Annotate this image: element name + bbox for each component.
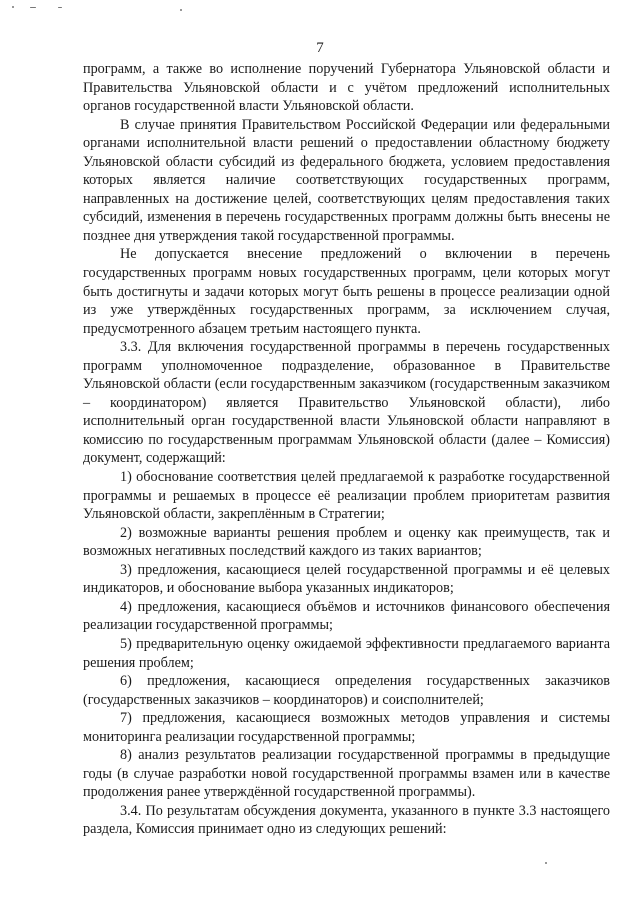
list-item-5: 5) предварительную оценку ожидаемой эффективности предлагаемого варианта решения проблем; — [83, 635, 610, 671]
page-number: 7 — [316, 40, 324, 56]
list-item-8: 8) анализ результатов реализации государственной программы в предыдущие годы (в случае разработки новой государственной программы взамен или в качестве продолжения ранее утверждённой государственной программы). — [83, 747, 610, 801]
paragraph-federal-subsidies: В случае принятия Правительством Российской Федерации или федеральными органами исполнительной власти решений о предоставлении областному бюджету Ульяновской области субсидий из федерального бюджета, условием предоставления которых является наличие соответствующих государственных программ, направленных на достижение целей, соответствующих целям предоставления таких субсидий, изменения в перечень государственных программ должны быть внесены не позднее дня утверждения такой государственной программы. — [83, 116, 610, 244]
scan-artifact — [12, 6, 14, 8]
list-item-6: 6) предложения, касающиеся определения государственных заказчиков (государственных заказчиков – координаторов) и соисполнителей; — [83, 673, 610, 708]
list-item-4: 4) предложения, касающиеся объёмов и источников финансового обеспечения реализации государственной программы; — [83, 598, 610, 634]
scan-artifact — [545, 862, 547, 864]
document-body — [83, 60, 610, 839]
scan-artifact — [58, 7, 62, 8]
paragraph-continuation: программ, а также во исполнение поручений Губернатора Ульяновской области и Правительства Ульяновской области и с учётом предложений исполнительных органов государственной власти Ульяновской области. — [83, 61, 610, 115]
list-item-1: 1) обоснование соответствия целей предлагаемой к разработке государственной программы и решаемых в процессе её реализации проблем приоритетам развития Ульяновской области, закреплённым в Стратегии; — [83, 469, 610, 523]
list-item-3: 3) предложения, касающиеся целей государственной программы и её целевых индикаторов, и обоснование выбора указанных индикаторов; — [83, 561, 610, 597]
list-item-7: 7) предложения, касающиеся возможных методов управления и системы мониторинга реализации государственной программы; — [83, 710, 610, 745]
scan-artifact — [30, 7, 36, 8]
paragraph-section-3-3: 3.3. Для включения государственной программы в перечень государственных программ уполномоченное подразделение, образованное в Правительстве Ульяновской области (если государственным заказчиком (государственным заказчиком – координатором) является Правительство Ульяновской области), либо исполнительный орган государственной власти Ульяновской области направляют в комиссию по государственным программам Ульяновской области (далее – Комиссия) документ, содержащий: — [83, 339, 610, 467]
paragraph-section-3-4: 3.4. По результатам обсуждения документа, указанного в пункте 3.3 настоящего раздела, Комиссия принимает одно из следующих решений: — [83, 802, 610, 838]
scan-artifact — [180, 9, 182, 11]
paragraph-new-programs-restriction: Не допускается внесение предложений о включении в перечень государственных программ новых государственных программ, цели которых могут быть достигнуты и задачи которых могут быть решены в процессе реализации одной из уже утверждённых государственных программ, за исключением случая, предусмотренного абзацем третьим настоящего пункта. — [83, 246, 610, 337]
list-item-2: 2) возможные варианты решения проблем и оценку как преимуществ, так и возможных негативных последствий каждого из таких вариантов; — [83, 524, 610, 560]
